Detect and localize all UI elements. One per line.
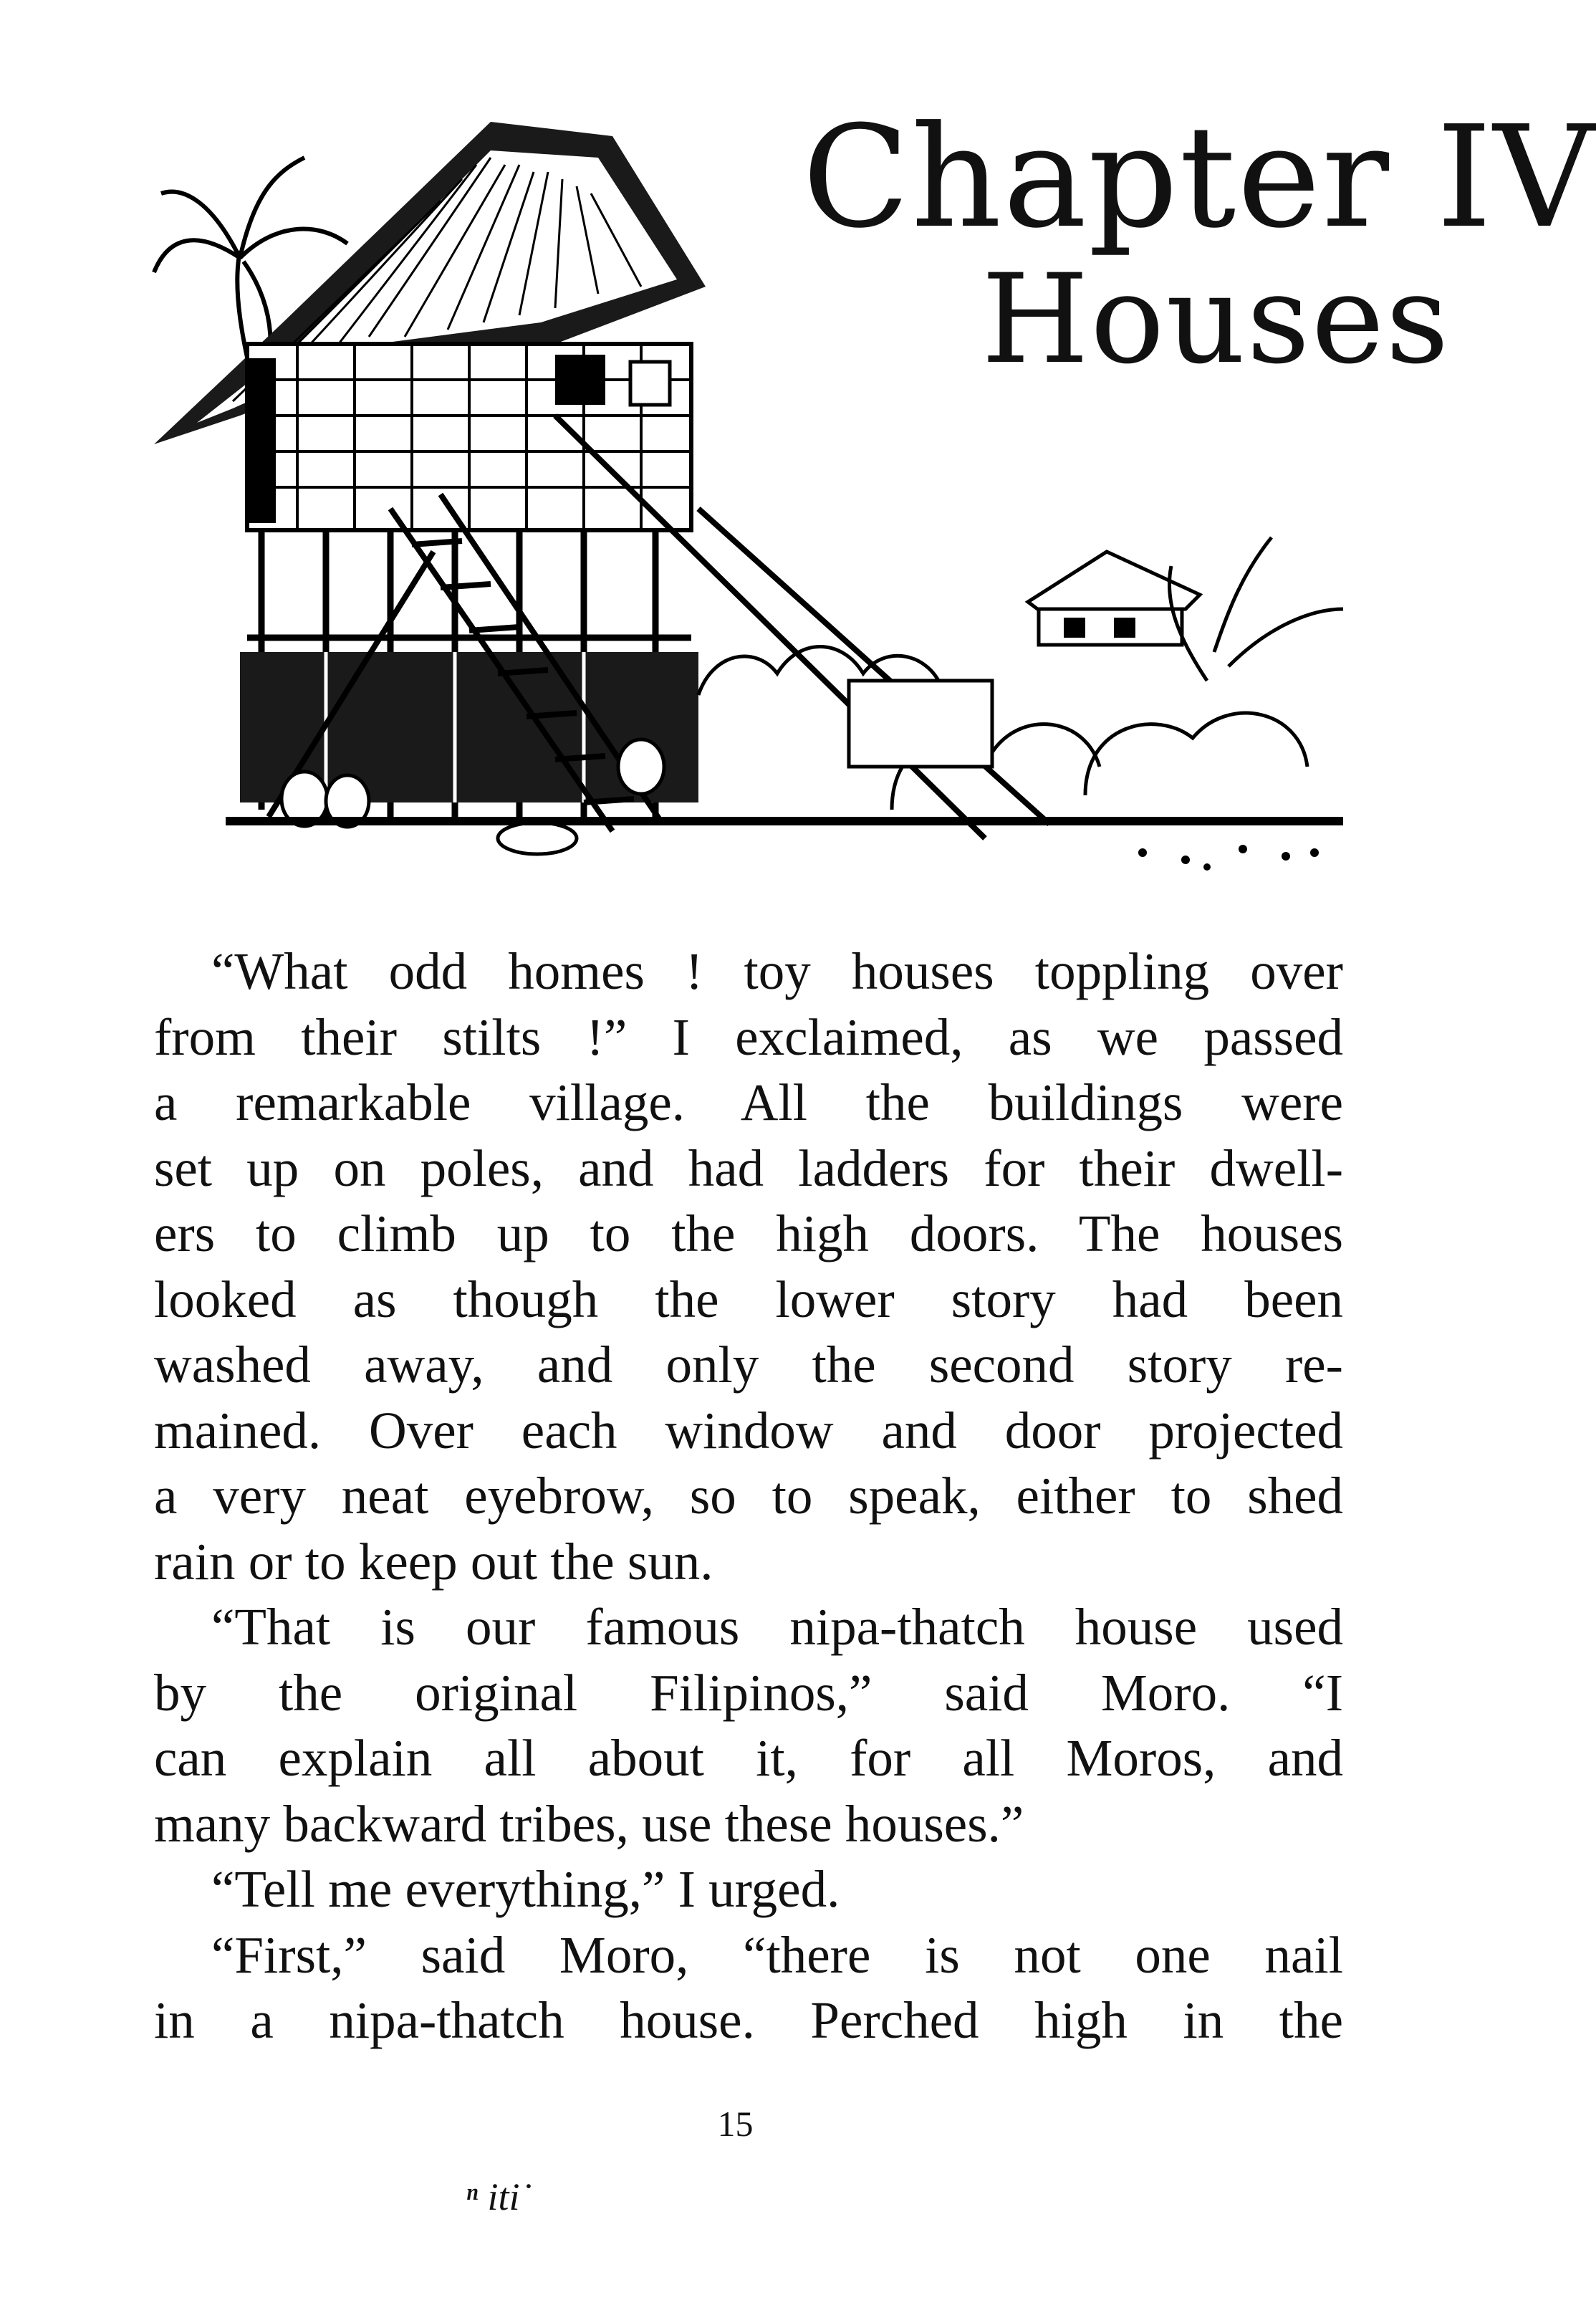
chapter-number: Chapter IV bbox=[802, 96, 1596, 259]
text-line: many backward tribes, use these houses.” bbox=[154, 1794, 1024, 1853]
text-line: “First,” said Moro, “there is not one nail bbox=[211, 1925, 1343, 1984]
text-line: can explain all about it, for all Moros, and bbox=[154, 1729, 1343, 1787]
paragraph-1 bbox=[154, 939, 1343, 1594]
text-line: from their stilts !” I exclaimed, as we passed bbox=[154, 1007, 1343, 1066]
text-line: “Tell me everything,” I urged. bbox=[211, 1860, 840, 1918]
text-line: mained. Over each window and door projected bbox=[154, 1401, 1343, 1460]
page-number: 15 bbox=[717, 2104, 754, 2144]
text-line: “That is our famous nipa-thatch house used bbox=[211, 1598, 1343, 1656]
text-line: washed away, and only the second story re- bbox=[154, 1336, 1343, 1394]
text-line: ers to climb up to the high doors. The houses bbox=[154, 1204, 1343, 1262]
water-trough bbox=[849, 681, 992, 767]
paragraph-2 bbox=[154, 1594, 1343, 1856]
text-line: in a nipa-thatch house. Perched high in the bbox=[154, 1991, 1343, 2049]
ground-stipple bbox=[226, 817, 1343, 871]
text-line: by the original Filipinos,” said Moro. “I bbox=[154, 1663, 1343, 1722]
text-line: rain or to keep out the sun. bbox=[154, 1532, 713, 1591]
text-line: a remarkable village. All the buildings were bbox=[154, 1073, 1343, 1131]
foliage bbox=[698, 537, 1343, 810]
body-text bbox=[154, 939, 1343, 2054]
library-stamp: ⁿ iti˙ bbox=[466, 2175, 533, 2218]
text-line: looked as though the lower story had been bbox=[154, 1270, 1343, 1328]
text-line: set up on poles, and had ladders for their dwell- bbox=[154, 1139, 1343, 1197]
house-walls bbox=[247, 344, 691, 530]
text-line: “What odd homes ! toy houses toppling over bbox=[211, 942, 1343, 1000]
paragraph-3 bbox=[154, 1856, 1343, 1922]
paragraph-4 bbox=[154, 1922, 1343, 2054]
chapter-title: Houses bbox=[981, 247, 1451, 391]
distant-hut bbox=[1028, 552, 1200, 645]
text-line: a very neat eyebrow, so to speak, either to shed bbox=[154, 1467, 1343, 1525]
chapter-heading bbox=[802, 96, 1596, 444]
